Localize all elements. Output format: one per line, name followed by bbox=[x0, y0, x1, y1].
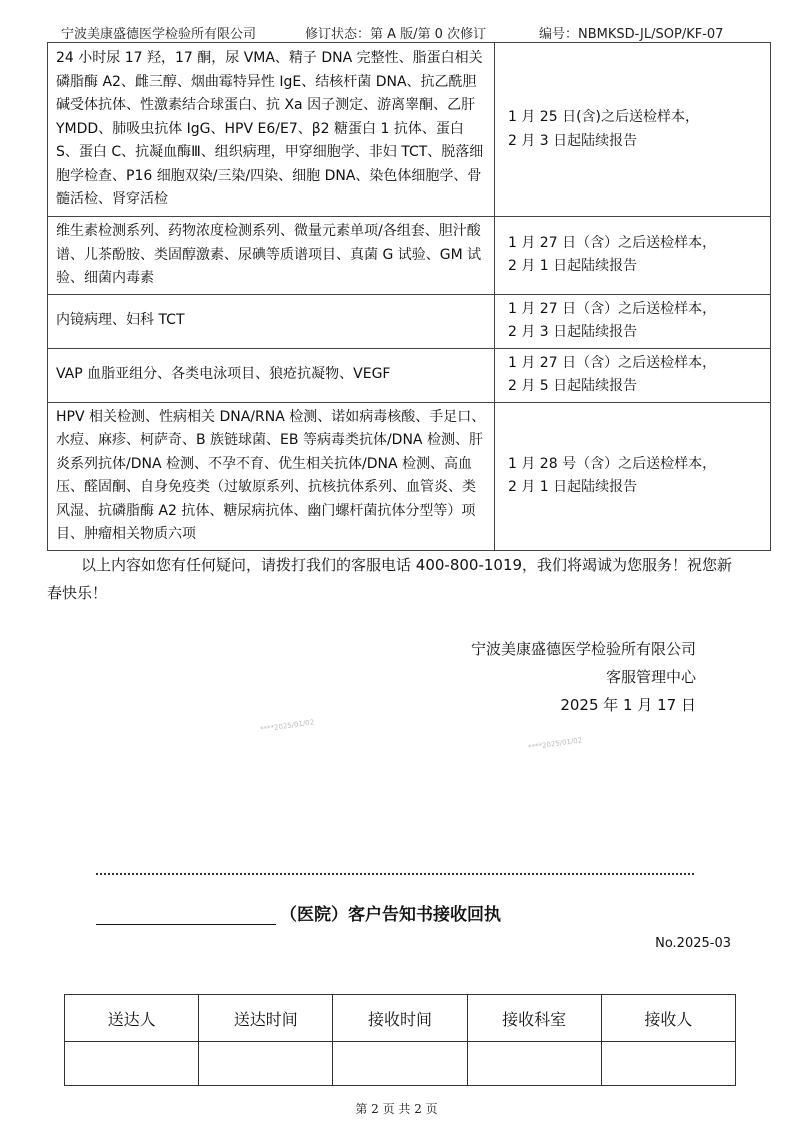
receipt-header-cell: 送达人 bbox=[65, 995, 199, 1042]
schedule-line: 2 月 3 日起陆续报告 bbox=[508, 132, 638, 149]
header-company: 宁波美康盛德医学检验所有限公司 bbox=[61, 27, 257, 42]
table-row bbox=[48, 43, 771, 217]
page-footer: 第 2 页 共 2 页 bbox=[355, 1102, 438, 1116]
schedule-line: 1 月 27 日（含）之后送检样本， bbox=[508, 234, 717, 251]
schedule-cell bbox=[495, 402, 771, 550]
signature-department: 客服管理中心 bbox=[605, 668, 696, 686]
schedule-line: 2 月 1 日起陆续报告 bbox=[508, 258, 638, 275]
schedule-line: 1 月 27 日（含）之后送检样本， bbox=[508, 354, 717, 371]
schedule-cell bbox=[495, 294, 771, 348]
hospital-name-blank[interactable] bbox=[96, 906, 276, 925]
receipt-entry-cell[interactable] bbox=[601, 1042, 735, 1086]
watermark-text: ****2025/01/02 bbox=[259, 718, 315, 734]
receipt-entry-cell[interactable] bbox=[199, 1042, 333, 1086]
watermark-text: ****2025/01/02 bbox=[527, 736, 583, 752]
receipt-table bbox=[64, 994, 736, 1086]
schedule-cell bbox=[495, 217, 771, 295]
receipt-entry-cell[interactable] bbox=[467, 1042, 601, 1086]
schedule-line: 1 月 27 日（含）之后送检样本， bbox=[508, 300, 717, 317]
test-items-cell: 内镜病理、妇科 TCT bbox=[48, 294, 495, 348]
receipt-title bbox=[96, 900, 696, 928]
cut-line bbox=[96, 873, 694, 875]
schedule-line: 2 月 5 日起陆续报告 bbox=[508, 378, 638, 394]
test-items-cell: HPV 相关检测、性病相关 DNA/RNA 检测、诺如病毒核酸、手足口、水痘、麻疹、柯萨奇、B 族链球菌、EB 等病毒类抗体/DNA 检测、肝炎系列抗体/DNA 检测、不孕不育、优生相关抗体/DNA 检测、高血压、醛固酮、自身免疫类（过敏原系列、抗核抗体系列、血管炎、类风湿、抗磷脂酶 A2 抗体、糖尿病抗体、幽门螺杆菌抗体分型等）项目、肿瘤相关物质六项 bbox=[48, 402, 495, 550]
receipt-entry-cell[interactable] bbox=[333, 1042, 467, 1086]
schedule-cell bbox=[495, 348, 771, 402]
signature-company: 宁波美康盛德医学检验所有限公司 bbox=[470, 640, 696, 658]
header-doc-code: 编号：NBMKSD-JL/SOP/KF-07 bbox=[539, 27, 724, 42]
receipt-header-cell: 接收科室 bbox=[467, 995, 601, 1042]
test-items-cell: 24 小时尿 17 羟，17 酮，尿 VMA、精子 DNA 完整性、脂蛋白相关磷脂酶 A2、雌三醇、烟曲霉特异性 IgE、结核杆菌 DNA、抗乙酰胆碱受体抗体、性激素结合球蛋白、抗 Xa 因子测定、游离睾酮、乙肝 YMDD、肺吸虫抗体 IgG、HPV E6/E7、β2 糖蛋白 1 抗体、蛋白 S、蛋白 C、抗凝血酶Ⅲ、组织病理，甲穿细胞学、非妇 TCT、脱落细胞学检查、P16 细胞双染/三染/四染、细胞 DNA、染色体细胞学、骨髓活检、肾穿活检 bbox=[48, 43, 495, 217]
schedule-line: 1 月 25 日(含)之后送检样本， bbox=[508, 109, 699, 125]
schedule-cell bbox=[495, 43, 771, 217]
receipt-header-cell: 送达时间 bbox=[199, 995, 333, 1042]
table-row bbox=[48, 217, 771, 295]
receipt-header-row bbox=[65, 995, 736, 1042]
closing-paragraph: 以上内容如您有任何疑问，请拨打我们的客服电话 400-800-1019，我们将竭诚为您服务！祝您新春快乐！ bbox=[47, 556, 733, 602]
schedule-table bbox=[47, 42, 771, 551]
receipt-number: No.2025-03 bbox=[655, 936, 731, 951]
receipt-entry-cell[interactable] bbox=[65, 1042, 199, 1086]
schedule-line: 2 月 1 日起陆续报告 bbox=[508, 479, 638, 495]
header-revision: 修订状态：第 A 版/第 0 次修订 bbox=[305, 27, 487, 42]
table-row bbox=[48, 294, 771, 348]
table-row bbox=[48, 402, 771, 550]
receipt-entry-row bbox=[65, 1042, 736, 1086]
test-items-cell: 维生素检测系列、药物浓度检测系列、微量元素单项/各组套、胆汁酸谱、儿茶酚胺、类固醇激素、尿碘等质谱项目、真菌 G 试验、GM 试验、细菌内毒素 bbox=[48, 217, 495, 295]
schedule-line: 2 月 3 日起陆续报告 bbox=[508, 324, 638, 340]
schedule-line: 1 月 28 号（含）之后送检样本， bbox=[508, 455, 717, 472]
test-items-cell: VAP 血脂亚组分、各类电泳项目、狼疮抗凝物、VEGF bbox=[48, 348, 495, 402]
table-row bbox=[48, 348, 771, 402]
signature-date: 2025 年 1 月 17 日 bbox=[560, 696, 696, 714]
receipt-header-cell: 接收人 bbox=[601, 995, 735, 1042]
receipt-header-cell: 接收时间 bbox=[333, 995, 467, 1042]
page-header bbox=[47, 20, 747, 43]
receipt-title-text: （医院）客户告知书接收回执 bbox=[280, 905, 501, 925]
